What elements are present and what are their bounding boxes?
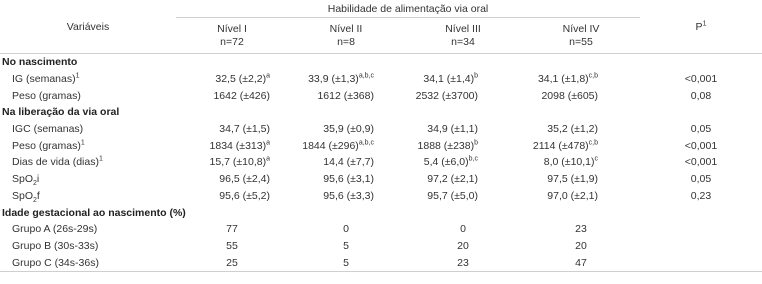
row-label: Grupo B (30s-33s) — [12, 239, 99, 252]
row-label: Grupo C (34s-36s) — [0, 254, 176, 271]
cell-level-3: 5,4 $(\pm 6,0)^{b,c}$ — [423, 155, 478, 169]
cell-level-2: 1612 (±368) — [317, 89, 374, 102]
row-label: IG (semanas)$^1$ — [12, 72, 80, 86]
cell-level-2: 95,6 (±3,1) — [323, 173, 374, 186]
cell-level-2: 35,9 (±0,9) — [323, 123, 374, 136]
level-2-header: Nível II n=8 — [288, 18, 404, 54]
cell-level-3: 1888 $(\pm 238)^b$ — [417, 139, 478, 152]
p-value: 0,05 — [690, 123, 712, 136]
level-4-header: Nível IV n=55 — [522, 18, 640, 54]
p-value: <0,001 — [684, 139, 718, 152]
cell-level-1: 25 — [176, 254, 288, 271]
cell-level-3: 34,9 (±1,1) — [427, 123, 478, 136]
p-value — [640, 221, 762, 238]
cell-level-3: 23 — [404, 254, 522, 271]
cell-level-4: 8,0 $(\pm 10,1)^c$ — [543, 155, 599, 169]
cell-level-3: 0 — [460, 223, 466, 236]
cell-level-4: 97,5 (±1,9) — [547, 173, 599, 186]
cell-level-2: 33,9 $(\pm 1,3)^{a,b,c}$ — [308, 72, 374, 86]
level-1-header: Nível I n=72 — [176, 18, 288, 54]
p-value: 0,05 — [690, 173, 712, 186]
cell-level-3: 95,7 (±5,0) — [427, 189, 478, 202]
cell-level-4: 2114 $(\pm 478)^{c,b}$ — [532, 139, 599, 152]
cell-level-1: 34,7 (±1,5) — [219, 123, 270, 136]
cell-level-2: 5 — [343, 239, 349, 252]
table-row — [0, 154, 762, 171]
table-row — [0, 238, 762, 255]
table-row — [0, 221, 762, 238]
section-row — [0, 204, 762, 221]
cell-level-1: 95,6 (±5,2) — [219, 189, 270, 202]
p-value — [640, 254, 762, 271]
cell-level-1: 1834 $(\pm 313)^a$ — [209, 139, 270, 152]
cell-level-4: 2098 (±605) — [541, 89, 599, 102]
table-body — [0, 54, 762, 272]
table-row — [0, 137, 762, 154]
cell-level-4: 47 — [522, 254, 640, 271]
p-value-header: $P^1$ — [640, 0, 762, 54]
section-row — [0, 104, 762, 121]
table-row — [0, 121, 762, 138]
row-label: Peso (gramas) — [12, 89, 81, 102]
row-label: Grupo A (26s-29s) — [12, 223, 98, 236]
table-row — [0, 254, 762, 271]
cell-level-2: 0 — [343, 223, 349, 236]
cell-level-4: 97,0 (±2,1) — [547, 189, 599, 202]
p-value — [640, 238, 762, 255]
cell-level-2: 5 — [288, 254, 404, 271]
cell-level-1: 96,5 (±2,4) — [219, 173, 270, 186]
table-row — [0, 188, 762, 205]
variables-header: Variáveis — [0, 0, 176, 54]
cell-level-3: 34,1 $(\pm 1,4)^b$ — [423, 72, 478, 86]
cell-level-4: 23 — [575, 223, 587, 236]
row-label: Dias de vida (dias)$^1$ — [12, 155, 103, 169]
cell-level-2: 1844 $(\pm 296)^{a,b,c}$ — [302, 139, 374, 152]
table-row — [0, 71, 762, 88]
cell-level-3: 2532 (±3700) — [415, 89, 478, 102]
p-value: 0,23 — [690, 189, 712, 202]
section-gestational-age: Idade gestacional ao nascimento (%) — [2, 206, 186, 219]
row-label: Peso (gramas)$^1$ — [12, 139, 85, 152]
row-label: SpO$_2$i — [12, 173, 40, 188]
cell-level-2: 95,6 (±3,3) — [323, 189, 374, 202]
cell-level-2: 14,4 (±7,7) — [323, 156, 374, 169]
cell-level-4: 35,2 (±1,2) — [547, 123, 599, 136]
cell-level-3: 20 — [457, 239, 469, 252]
table-row — [0, 87, 762, 104]
cell-level-1: 32,5 $(\pm 2,2)^a$ — [215, 72, 270, 86]
feeding-ability-header: Habilidade de alimentação via oral — [176, 0, 640, 18]
cell-level-1: 1642 (±426) — [213, 89, 270, 102]
cell-level-1: 55 — [226, 239, 238, 252]
row-label: IGC (semanas) — [12, 123, 84, 136]
cell-level-3: 97,2 (±2,1) — [427, 173, 478, 186]
level-3-header: Nível III n=34 — [404, 18, 522, 54]
cell-level-1: 77 — [226, 223, 238, 236]
row-label: SpO$_2$f — [12, 189, 40, 204]
table-header — [0, 0, 762, 54]
p-value: <0,001 — [684, 73, 718, 86]
section-release: Na liberação da via oral — [2, 106, 120, 119]
p-value: 0,08 — [690, 89, 712, 102]
cell-level-4: 34,1 $(\pm 1,8)^{c,b}$ — [537, 72, 599, 86]
cell-level-4: 20 — [575, 239, 587, 252]
table-row — [0, 171, 762, 188]
section-row — [0, 54, 762, 71]
p-value: <0,001 — [684, 156, 718, 169]
section-birth: No nascimento — [2, 56, 78, 69]
cell-level-1: 15,7 $(\pm 10,8)^a$ — [209, 155, 270, 169]
